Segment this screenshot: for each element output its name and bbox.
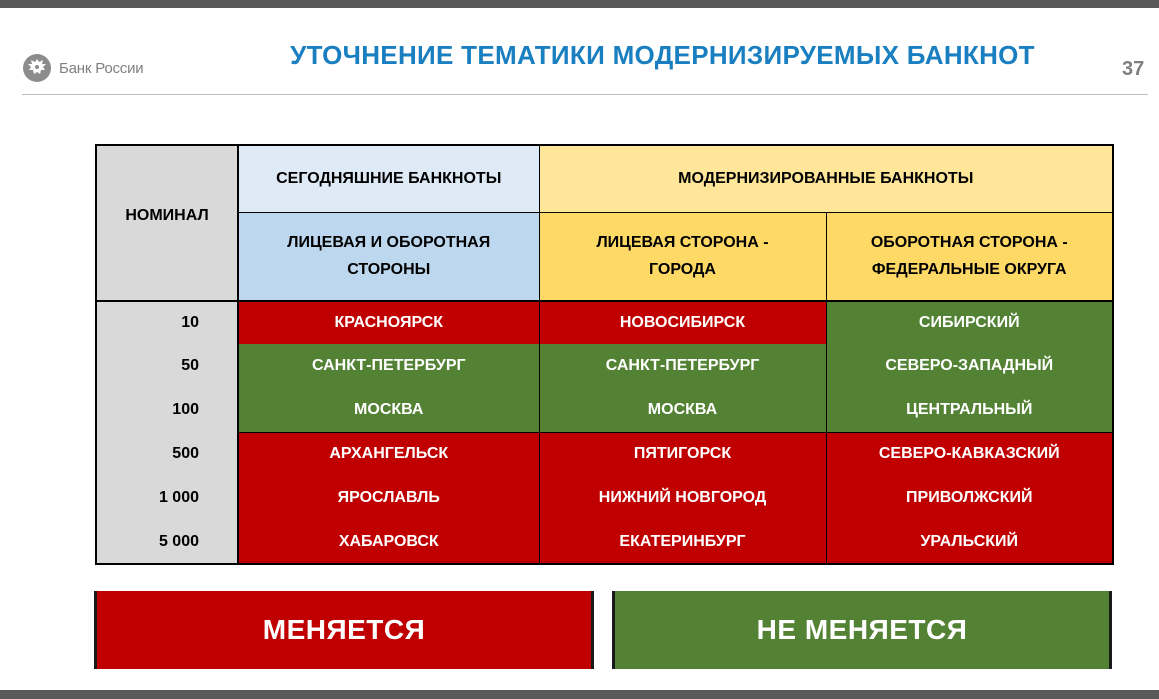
front-cell: НИЖНИЙ НОВГОРОД — [539, 476, 826, 520]
bottom-bar — [0, 690, 1159, 699]
back-sub-line1: ОБОРОТНАЯ СТОРОНА - — [870, 234, 1068, 252]
nominal-cell: 50 — [96, 344, 238, 388]
table-row — [96, 301, 1113, 344]
table-row — [96, 476, 1113, 520]
current-cell: ХАБАРОВСК — [238, 520, 539, 564]
back-sub-line2: ФЕДЕРАЛЬНЫЕ ОКРУГА — [871, 261, 1067, 279]
current-cell: АРХАНГЕЛЬСК — [238, 432, 539, 476]
front-cell: ЕКАТЕРИНБУРГ — [539, 520, 826, 564]
nominal-cell: 5 000 — [96, 520, 238, 564]
org-name: Банк России — [59, 59, 144, 77]
back-cell: УРАЛЬСКИЙ — [826, 520, 1113, 564]
current-cell: САНКТ-ПЕТЕРБУРГ — [238, 344, 539, 388]
back-cell: СИБИРСКИЙ — [826, 301, 1113, 344]
back-side-subheader — [826, 212, 1113, 301]
table-row — [96, 388, 1113, 432]
modernized-banknotes-header: МОДЕРНИЗИРОВАННЫЕ БАНКНОТЫ — [539, 145, 1113, 212]
nominal-header: НОМИНАЛ — [96, 145, 238, 301]
current-sub-line1: ЛИЦЕВАЯ И ОБОРОТНАЯ — [287, 234, 491, 252]
front-sub-line1: ЛИЦЕВАЯ СТОРОНА - — [596, 234, 769, 252]
front-sub-line2: ГОРОДА — [649, 261, 716, 279]
table-row — [96, 344, 1113, 388]
page-number: 37 — [1122, 58, 1145, 80]
current-banknotes-header: СЕГОДНЯШНИЕ БАНКНОТЫ — [238, 145, 539, 212]
legend-unchanged: НЕ МЕНЯЕТСЯ — [612, 591, 1112, 669]
nominal-cell: 10 — [96, 301, 238, 344]
header-divider — [22, 94, 1148, 95]
back-cell: ЦЕНТРАЛЬНЫЙ — [826, 388, 1113, 432]
top-bar — [0, 0, 1159, 8]
current-cell: КРАСНОЯРСК — [238, 301, 539, 344]
back-cell: СЕВЕРО-КАВКАЗСКИЙ — [826, 432, 1113, 476]
table-row — [96, 432, 1113, 476]
front-cell: ПЯТИГОРСК — [539, 432, 826, 476]
current-sub-line2: СТОРОНЫ — [347, 261, 431, 279]
back-cell: СЕВЕРО-ЗАПАДНЫЙ — [826, 344, 1113, 388]
front-cell: САНКТ-ПЕТЕРБУРГ — [539, 344, 826, 388]
banknote-table — [95, 144, 1114, 565]
front-side-subheader — [539, 212, 826, 301]
front-cell: МОСКВА — [539, 388, 826, 432]
current-cell: МОСКВА — [238, 388, 539, 432]
nominal-cell: 1 000 — [96, 476, 238, 520]
current-sides-subheader — [238, 212, 539, 301]
current-cell: ЯРОСЛАВЛЬ — [238, 476, 539, 520]
double-headed-eagle-icon — [22, 53, 52, 83]
nominal-cell: 100 — [96, 388, 238, 432]
back-cell: ПРИВОЛЖСКИЙ — [826, 476, 1113, 520]
table-row — [96, 520, 1113, 564]
bank-logo — [22, 52, 143, 84]
front-cell: НОВОСИБИРСК — [539, 301, 826, 344]
nominal-cell: 500 — [96, 432, 238, 476]
legend-changes: МЕНЯЕТСЯ — [94, 591, 594, 669]
page-title: УТОЧНЕНИЕ ТЕМАТИКИ МОДЕРНИЗИРУЕМЫХ БАНКНОТ — [290, 40, 1035, 70]
